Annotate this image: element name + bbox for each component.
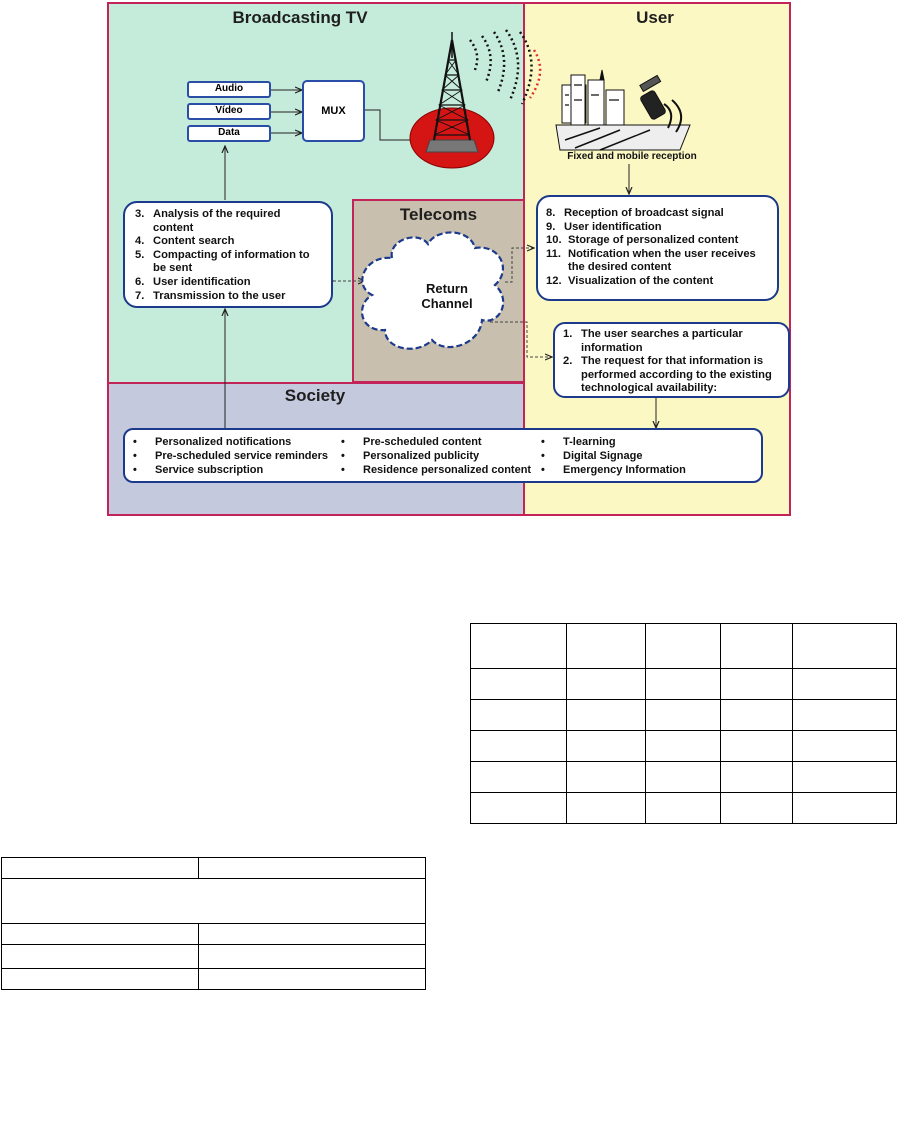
step-text: Reception of broadcast signal bbox=[564, 207, 724, 219]
step-number: 9. bbox=[546, 220, 556, 233]
service-item: • Emergency Information bbox=[541, 463, 686, 477]
step-text: Notification when the user receives the desired content bbox=[568, 247, 756, 274]
step-item bbox=[546, 248, 771, 275]
user-steps-box bbox=[536, 195, 779, 301]
step-item bbox=[135, 276, 323, 290]
data-input-box: Data bbox=[187, 125, 271, 142]
return-channel-line2: Channel bbox=[421, 296, 473, 311]
service-item: • Personalized notifications bbox=[133, 435, 341, 449]
step-number: 2. bbox=[563, 355, 573, 368]
service-item: • Pre-scheduled content bbox=[341, 435, 541, 449]
step-number: 8. bbox=[546, 207, 556, 219]
mux-label: MUX bbox=[321, 105, 346, 117]
step-number: 12. bbox=[546, 274, 562, 287]
request-steps-box bbox=[553, 322, 790, 398]
broadcasting-title: Broadcasting TV bbox=[232, 8, 368, 27]
broadcast-steps-box bbox=[123, 201, 333, 308]
step-text: Compacting of information to be sent bbox=[153, 248, 310, 275]
step-number: 5. bbox=[135, 248, 145, 261]
mux-box bbox=[302, 80, 365, 142]
service-item: • Pre-scheduled service reminders bbox=[133, 449, 341, 463]
step-item bbox=[546, 207, 771, 221]
step-number: 11. bbox=[546, 247, 561, 260]
step-number: 6. bbox=[135, 275, 145, 288]
city-reception-icon bbox=[556, 70, 690, 150]
user-steps-list bbox=[546, 207, 771, 289]
step-number: 3. bbox=[135, 208, 145, 220]
empty-table-right bbox=[470, 623, 897, 824]
step-number: 7. bbox=[135, 289, 145, 302]
audio-input-box: Audio bbox=[187, 81, 271, 98]
step-text: Storage of personalized content bbox=[568, 234, 739, 247]
step-number: 4. bbox=[135, 235, 145, 248]
step-text: Analysis of the required content bbox=[153, 208, 281, 234]
step-item bbox=[135, 208, 323, 235]
step-item bbox=[563, 328, 782, 355]
step-number: 10. bbox=[546, 234, 562, 247]
service-item: • Digital Signage bbox=[541, 449, 686, 463]
step-item bbox=[546, 275, 771, 289]
reception-label: Fixed and mobile reception bbox=[567, 151, 697, 162]
request-steps-list bbox=[563, 328, 782, 396]
step-item bbox=[546, 234, 771, 248]
step-item bbox=[135, 249, 323, 276]
step-text: User identification bbox=[564, 220, 662, 233]
step-text: Content search bbox=[153, 235, 235, 248]
user-title: User bbox=[636, 8, 674, 27]
video-input-box: Vídeo bbox=[187, 103, 271, 120]
radio-waves-icon bbox=[470, 30, 540, 104]
society-title: Society bbox=[284, 386, 346, 405]
service-item: • Personalized publicity bbox=[341, 449, 541, 463]
services-column-1 bbox=[133, 435, 341, 481]
step-text: Transmission to the user bbox=[153, 289, 286, 302]
empty-table-left bbox=[1, 857, 426, 990]
return-channel-label bbox=[397, 281, 497, 311]
service-item: • Residence personalized content bbox=[341, 463, 541, 477]
step-text: The request for that information is performed according to the existing technological availability: bbox=[581, 355, 772, 395]
step-text: Visualization of the content bbox=[568, 274, 714, 287]
services-column-2 bbox=[341, 435, 541, 481]
step-text: The user searches a particular information bbox=[581, 328, 743, 354]
step-text: User identification bbox=[153, 275, 251, 288]
step-item bbox=[563, 355, 782, 396]
step-item bbox=[135, 290, 323, 304]
broadcast-steps-list bbox=[135, 208, 323, 303]
return-channel-line1: Return bbox=[426, 281, 468, 296]
step-item bbox=[546, 221, 771, 235]
telecoms-title: Telecoms bbox=[399, 205, 478, 224]
services-box bbox=[123, 428, 763, 483]
step-number: 1. bbox=[563, 328, 573, 340]
services-column-3 bbox=[541, 435, 686, 481]
step-item bbox=[135, 235, 323, 249]
service-item: • T-learning bbox=[541, 435, 686, 449]
broadcast-tower-icon bbox=[410, 32, 494, 168]
service-item: • Service subscription bbox=[133, 463, 341, 477]
